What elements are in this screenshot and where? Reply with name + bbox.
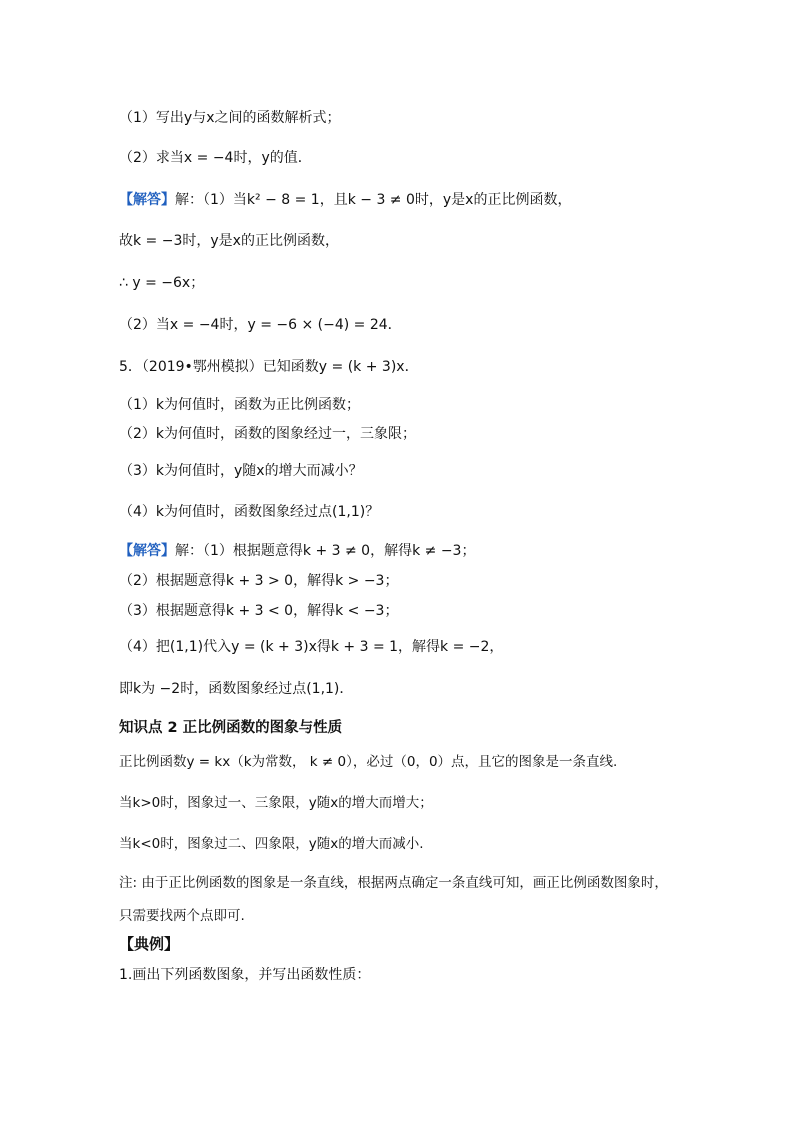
question-1-line: （1）写出y与x之间的函数解析式； — [119, 110, 341, 126]
answer-line-4: （2）当x = −4时，y = −6 × (−4) = 24． — [119, 317, 402, 333]
definition-line: 正比例函数y = kx（k为常数， k ≠ 0），必过（0，0）点，且它的图象是一条直线. — [119, 754, 618, 770]
answer-5-line-1 — [119, 541, 475, 561]
problem-5-part-3: （3）k为何值时，y随x的增大而减小？ — [119, 463, 363, 479]
problem-5-part-2: （2）k为何值时，函数的图象经过一，三象限； — [119, 426, 417, 442]
answer-line-2: 故k = −3时，y是x的正比例函数， — [119, 233, 339, 249]
example-1-line: 1.画出下列函数图象，并写出函数性质： — [119, 967, 371, 983]
property-negative-k: 当k<0时，图象过二、四象限，y随x的增大而减小. — [119, 836, 424, 852]
answer-text: 解：（1）当k² − 8 = 1，且k − 3 ≠ 0时，y是x的正比例函数， — [175, 192, 572, 208]
answer-tag: 【解答】 — [119, 192, 175, 208]
answer-5-line-2: （2）根据题意得k + 3 > 0，解得k > −3； — [119, 573, 399, 589]
property-positive-k: 当k>0时，图象过一、三象限，y随x的增大而增大； — [119, 795, 433, 811]
answer-tag: 【解答】 — [119, 543, 175, 559]
problem-5-part-4: （4）k为何值时，函数图象经过点(1,1)？ — [119, 504, 380, 520]
answer-line-1 — [119, 190, 571, 210]
answer-5-line-5: 即k为 −2时，函数图象经过点(1,1)． — [119, 681, 354, 697]
example-tag: 【典例】 — [119, 935, 180, 953]
question-2-line: （2）求当x = −4时，y的值． — [119, 150, 312, 166]
note-line-2: 只需要找两个点即可. — [119, 908, 245, 924]
answer-text: 解：（1）根据题意得k + 3 ≠ 0，解得k ≠ −3； — [175, 543, 476, 559]
answer-5-line-4: （4）把(1,1)代入y = (k + 3)x得k + 3 = 1，解得k = −2， — [119, 639, 504, 655]
problem-5-title: 5．（2019•鄂州模拟）已知函数y = (k + 3)x． — [119, 359, 419, 375]
answer-line-3: ∴ y = −6x； — [119, 275, 205, 291]
problem-5-part-1: （1）k为何值时，函数为正比例函数； — [119, 397, 361, 413]
note-line-1: 注: 由于正比例函数的图象是一条直线，根据两点确定一条直线可知，画正比例函数图象时， — [119, 875, 668, 891]
section-heading: 知识点 2 正比例函数的图象与性质 — [119, 720, 343, 736]
answer-5-line-3: （3）根据题意得k + 3 < 0，解得k < −3； — [119, 603, 399, 619]
